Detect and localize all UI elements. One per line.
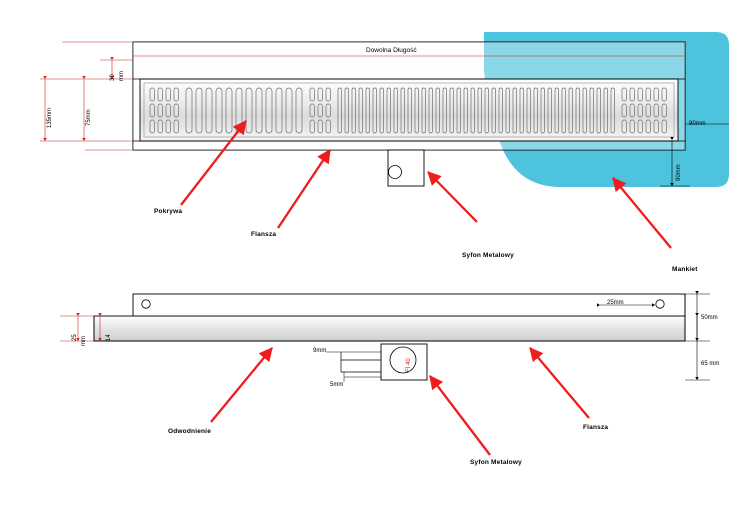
callout-odwodnienie: Odwodnienie <box>168 428 212 435</box>
dim-30mm: 30 <box>110 74 116 81</box>
dim-fi-40: FI 40 <box>406 358 412 372</box>
side-view-outline <box>94 294 685 380</box>
arrow-syfon <box>428 172 477 222</box>
dim-75mm: 75mm <box>86 109 92 126</box>
syfon-metalowy-top <box>388 150 424 186</box>
callout-mankiet: Mankiet <box>672 266 698 273</box>
callout-pokrywa: Pokrywa <box>154 208 183 215</box>
dim-90mm-right: 90mm <box>689 121 706 127</box>
arrow-flansza <box>278 150 330 228</box>
dim-25mm-top: 25mm <box>607 300 624 306</box>
dim-65mm: 65 mm <box>701 361 720 367</box>
dim-mm-left: mm <box>81 336 87 346</box>
arrow-flansza-side <box>530 348 589 418</box>
arrow-syfon-side <box>430 376 490 455</box>
callout-syfon-metalowy: Syfon Metalowy <box>462 252 514 259</box>
arrow-mankiet <box>613 178 671 248</box>
arrow-odwodnienie <box>211 348 272 422</box>
dim-5mm: 5mm <box>330 382 344 388</box>
dim-90mm-inner: 90mm <box>676 164 682 181</box>
top-length-label: Dowolna Długość <box>366 47 417 54</box>
callout-flansza-side: Flansza <box>583 424 609 431</box>
dim-14mm: 14 <box>106 334 112 341</box>
dim-25mm-left: 25 <box>72 334 78 341</box>
dim-135mm: 135mm <box>47 107 53 128</box>
dim-9mm: 9mm <box>313 348 327 354</box>
dim-30mm-unit: mm <box>119 71 125 81</box>
dim-50mm: 50mm <box>701 315 718 321</box>
callout-flansza: Flansza <box>251 231 277 238</box>
callout-syfon-metalowy-side: Syfon Metalowy <box>470 459 522 466</box>
